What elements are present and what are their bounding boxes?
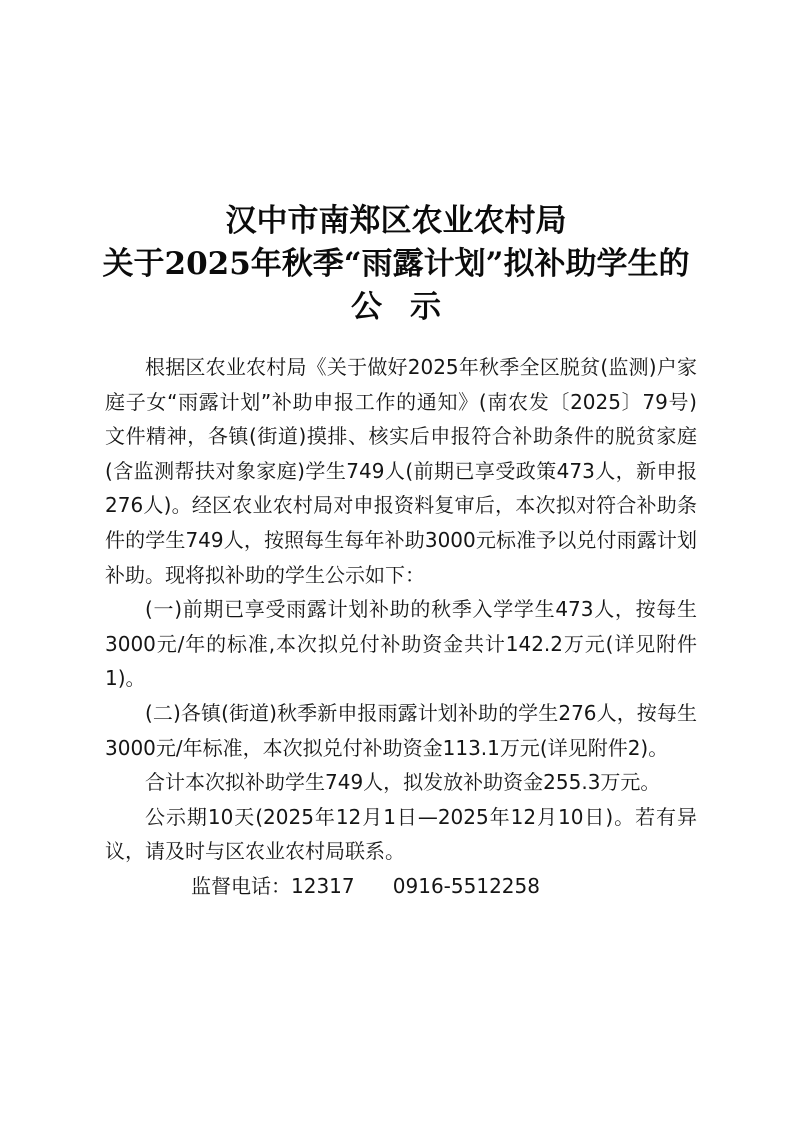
title-line-3: 公示 [351,289,469,325]
paragraph-item-2: (二)各镇(街道)秋季新申报雨露计划补助的学生276人，按每生3000元/年标准，本次拟兑付补助资金113.1万元(详见附件2)。 [105,700,697,760]
paragraph-item-1: (一)前期已享受雨露计划补助的秋季入学学生473人，按每生3000元/年的标准,本次拟兑付补助资金共计142.2万元(详见附件1)。 [105,597,697,691]
contact-phone-1: 12317 [291,873,355,898]
document-body [105,350,697,904]
contact-label: 监督电话： [191,873,291,898]
paragraph-intro: 根据区农业农村局《关于做好2025年秋季全区脱贫(监测)户家庭子女“雨露计划”补助申报工作的通知》(南农发〔2025〕79号)文件精神，各镇(街道)摸排、核实后申报符合补助条件的脱贫家庭(含监测帮扶对象家庭)学生749人(前期已享受政策473人，新申报276人)。经区农业农村局对申报资料复审后，本次拟对符合补助条件的学生749人，按照每生每年补助3000元标准予以兑付雨露计划补助。现将拟补助的学生公示如下： [105,355,697,587]
paragraph-total: 合计本次拟补助学生749人，拟发放补助资金255.3万元。 [145,770,661,795]
title-line-2: 关于2025年秋季“雨露计划”拟补助学生的 [102,246,690,282]
document-title [0,200,792,329]
contact-phone-2: 0916-5512258 [392,873,540,898]
paragraph-notice-period: 公示期10天(2025年12月1日—2025年12月10日)。若有异议，请及时与区农业农村局联系。 [105,804,697,864]
contact-line [105,869,697,904]
title-line-1: 汉中市南郑区农业农村局 [225,203,567,239]
